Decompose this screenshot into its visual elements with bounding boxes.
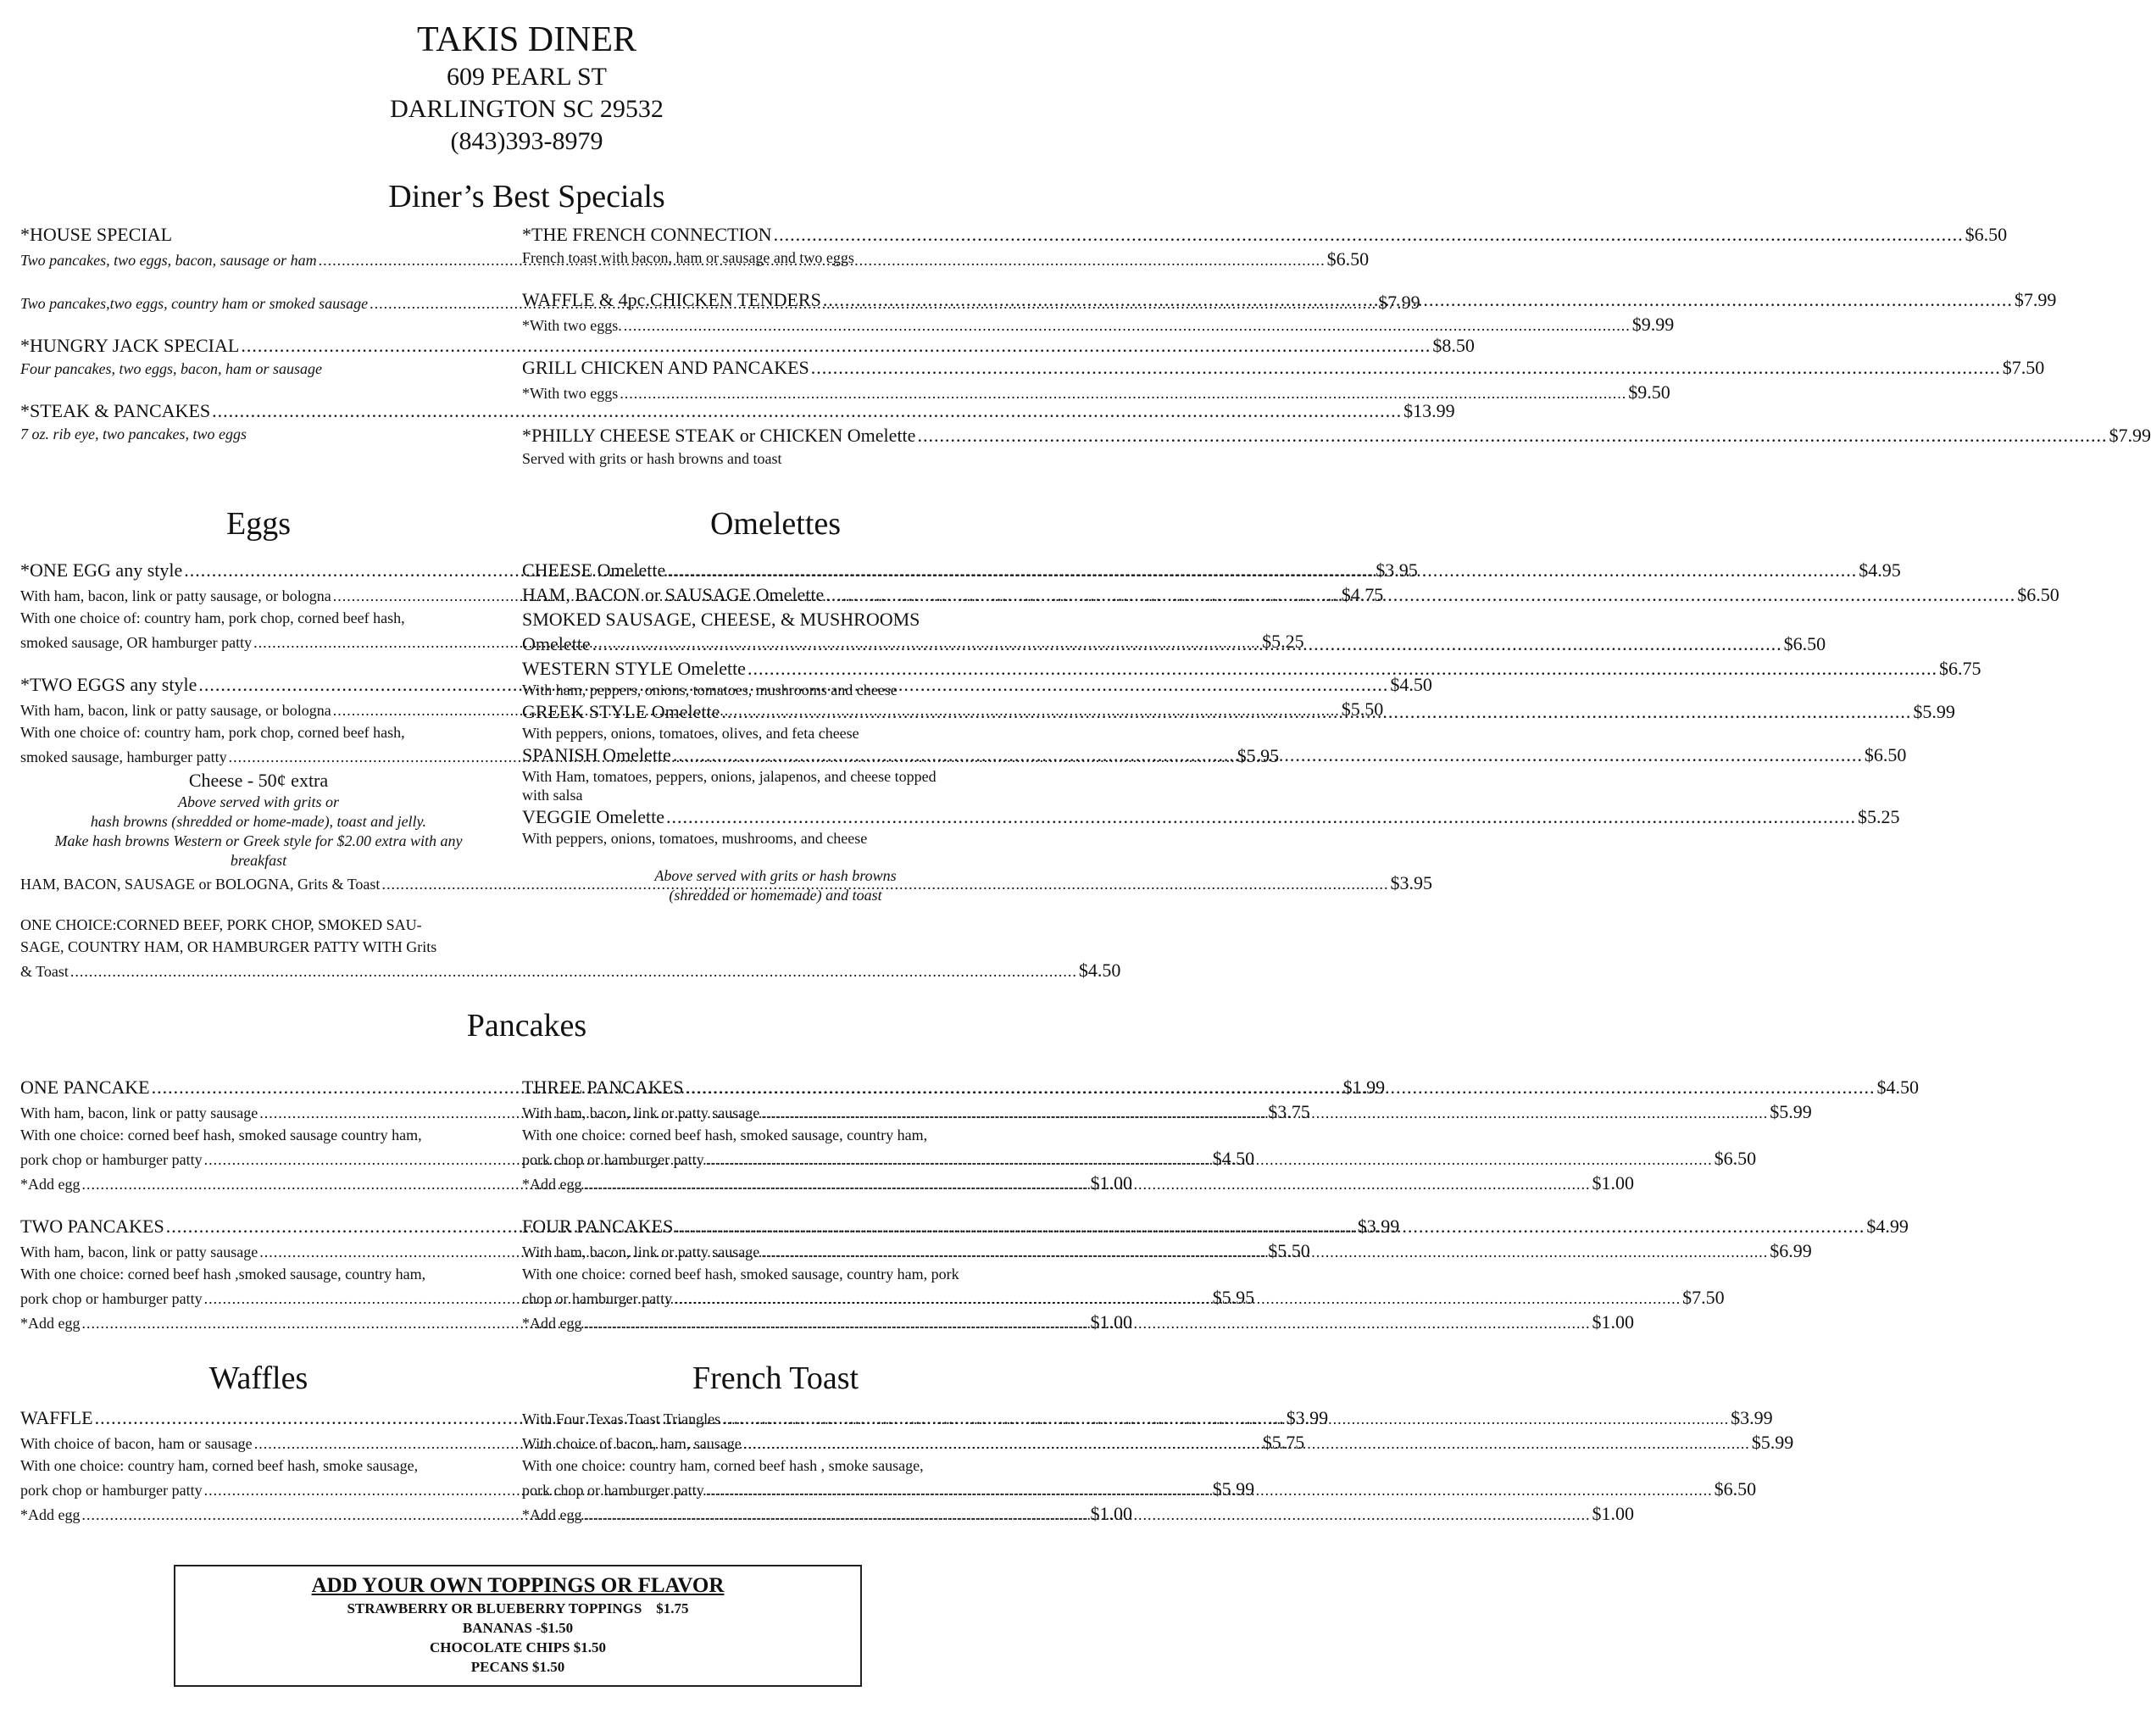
menu-item: HAM, BACON, SAUSAGE or BOLOGNA, Grits & Toast ..... $3.95 xyxy=(20,871,497,895)
eggs-section: *ONE EGG any style ..... $3.95 With ham, bacon, link or patty sausage, or bologna ..... $4.75 With one choice of: country ham, pork chop, corned beef hash, smoked sausage, OR hamburger patty ..... $5.25 *TWO EGGS any style ..... $4.50 With ham, bacon, link or patty sausage, or bologna ..... $5.50 With one choice of: country ham, pork chop, corned beef hash, smoked sausage, hamburger patty ..... $5.95 Cheese - 50¢ extra Above served with grits or hash browns (shredded or home-made), toast and jelly. Make hash browns Western or Greek style for $2.00 extra with any breakfast HAM, BACON, SAUSAGE or BOLOGNA, Grits & Toast ..... $3.95 ONE CHOICE:CORNED BEEF, PORK CHOP, SMOKED SAU- SAGE, COUNTRY HAM, OR HAMBURGER PATTY WITH Grits & Toast ..... $4.50 xyxy=(20,558,497,982)
omelettes-title: Omelettes xyxy=(709,506,842,542)
menu-item: With ham, bacon, link or patty sausage ..... $5.99 xyxy=(522,1099,1029,1124)
menu-item: SPANISH Omelette ..... $6.50 xyxy=(522,743,1029,767)
toppings-box: ADD YOUR OWN TOPPINGS OR FLAVOR STRAWBERRY OR BLUEBERRY TOPPINGS $1.75 BANANAS -$1.50 CHOCOLATE CHIPS $1.50 PECANS $1.50 xyxy=(174,1565,862,1687)
menu-item: With ham, bacon, link or patty sausage, or bologna ..... $4.75 xyxy=(20,582,497,607)
menu-item: WESTERN STYLE Omelette ..... $6.75 xyxy=(522,656,1029,681)
menu-item: TWO PANCAKES ..... $3.99 xyxy=(20,1214,497,1238)
specials-title: Diner’s Best Specials xyxy=(388,179,665,214)
menu-item: FOUR PANCAKES ..... $4.99 xyxy=(522,1214,1029,1238)
menu-item: & Toast ..... $4.50 xyxy=(20,958,497,982)
menu-item: With choice of bacon, ham or sausage ..... $5.75 xyxy=(20,1430,497,1455)
menu-item: *ONE EGG any style ..... $3.95 xyxy=(20,558,497,582)
menu-item: *Add egg ..... $1.00 xyxy=(522,1501,1029,1526)
menu-item: pork chop or hamburger patty ..... $5.99 xyxy=(20,1477,497,1501)
menu-item: *Add egg ..... $1.00 xyxy=(20,1310,497,1334)
menu-item: WAFFLE & 4pc.CHICKEN TENDERS ..... $7.99 xyxy=(522,287,1029,312)
menu-item: *With two eggs ..... $9.50 xyxy=(522,380,1029,404)
menu-item: ONE PANCAKE ..... $1.99 xyxy=(20,1075,497,1099)
menu-item: smoked sausage, hamburger patty ..... $5.95 xyxy=(20,743,497,768)
pancakes-left: ONE PANCAKE ..... $1.99 With ham, bacon, link or patty sausage ..... $3.75 With one choice: corned beef hash, smoked sausage country ham, pork chop or hamburger patty ..... $4.50 *Add egg ..... $1.00 TWO PANCAKES ..... $3.99 With ham, bacon, link or patty sausage ..... $5.50 With one choice: corned beef hash ,smoked sausage, country ham, pork chop or hamburger patty ..... $5.95 *Add egg ..... $1.00 xyxy=(20,1075,497,1334)
restaurant-name: TAKIS DINER xyxy=(416,20,637,59)
menu-item: VEGGIE Omelette ..... $5.25 xyxy=(522,804,1029,829)
menu-item: With ham, bacon, link or patty sausage ..... $6.99 xyxy=(522,1238,1029,1263)
house-special-name: *HOUSE SPECIAL xyxy=(20,224,173,245)
pancakes-right: THREE PANCAKES ..... $4.50 With ham, bacon, link or patty sausage ..... $5.99 With one choice: corned beef hash, smoked sausage, country ham, pork chop or hamburger patty ..... $6.50 *Add egg ..... $1.00 FOUR PANCAKES ..... $4.99 With ham, bacon, link or patty sausage ..... $6.99 With one choice: corned beef hash, smoked sausage, country ham, pork chop or hamburger patty ..... $7.50 *Add egg ..... $1.00 xyxy=(522,1075,1029,1334)
menu-item: THREE PANCAKES ..... $4.50 xyxy=(522,1075,1029,1099)
omelettes-section: CHEESE Omelette ..... $4.95 HAM, BACON or SAUSAGE Omelette ..... $6.50 SMOKED SAUSAGE, CHEESE, & MUSHROOMS Omelette ..... $6.50 WESTERN STYLE Omelette ..... $6.75 With ham, peppers, onions, tomatoes, mushrooms and cheese GREEK STYLE Omelette ..... $5.99 With peppers, onions, tomatoes, olives, and feta cheese SPANISH Omelette ..... $6.50 With Ham, tomatoes, peppers, onions, jalapenos, and cheese topped with salsa VEGGIE Omelette ..... $5.25 With peppers, onions, tomatoes, mushrooms, and cheese Above served with grits or hash browns (shredded or homemade) and toast xyxy=(522,558,1029,905)
waffles-title: Waffles xyxy=(208,1360,308,1396)
menu-item: WAFFLE ..... $3.99 xyxy=(20,1405,497,1430)
menu-item: With ham, bacon, link or patty sausage ..... $5.50 xyxy=(20,1238,497,1263)
menu-item: Omelette ..... $6.50 xyxy=(522,632,1029,656)
menu-item: Two pancakes,two eggs, country ham or smoked sausage ..... $7.99 xyxy=(20,290,497,314)
cheese-extra: Cheese - 50¢ extra xyxy=(188,770,329,791)
specials-right: *THE FRENCH CONNECTION ..... $6.50 French toast with bacon, ham or sausage and two eggs WAFFLE & 4pc.CHICKEN TENDERS ..... $7.99 *With two eggs. ..... $9.99 GRILL CHICKEN AND PANCAKES ..... $7.50 *With two eggs ..... $9.50 *PHILLY CHEESE STEAK or CHICKEN Omelette ..... $7.99 Served with grits or hash browns and toast xyxy=(522,222,1029,470)
specials-left: *HOUSE SPECIAL Two pancakes, two eggs, bacon, sausage or ham ..... $6.50 Two pancakes,two eggs, country ham or smoked sausage ..... $7.99 *HUNGRY JACK SPECIAL ..... $8.50 Four pancakes, two eggs, bacon, ham or sausage *STEAK & PANCAKES ..... $13.99 7 oz. rib eye, two pancakes, two eggs xyxy=(20,222,497,445)
menu-item: smoked sausage, OR hamburger patty ..... $5.25 xyxy=(20,629,497,654)
menu-item: HAM, BACON or SAUSAGE Omelette ..... $6.50 xyxy=(522,582,1029,607)
menu-item: With Four Texas Toast Triangles ..... $3.99 xyxy=(522,1405,1029,1430)
pancakes-title: Pancakes xyxy=(466,1008,587,1043)
restaurant-phone: (843)393-8979 xyxy=(450,127,603,155)
menu-item: With choice of bacon, ham, sausage ..... $5.99 xyxy=(522,1430,1029,1455)
menu-item: *PHILLY CHEESE STEAK or CHICKEN Omelette ..... $7.99 xyxy=(522,423,1029,448)
waffles-section: WAFFLE ..... $3.99 With choice of bacon, ham or sausage ..... $5.75 With one choice: country ham, corned beef hash, smoke sausage, pork chop or hamburger patty ..... $5.99 *Add egg ..... $1.00 xyxy=(20,1405,497,1526)
restaurant-city: DARLINGTON SC 29532 xyxy=(390,95,664,123)
menu-item: pork chop or hamburger patty ..... $6.50 xyxy=(522,1477,1029,1501)
menu-item: pork chop or hamburger patty ..... $5.95 xyxy=(20,1285,497,1310)
menu-item: With ham, bacon, link or patty sausage ..... $3.75 xyxy=(20,1099,497,1124)
french-toast-title: French Toast xyxy=(692,1360,859,1396)
menu-item: pork chop or hamburger patty ..... $4.50 xyxy=(20,1146,497,1171)
menu-header xyxy=(0,19,1053,158)
menu-item: GRILL CHICKEN AND PANCAKES ..... $7.50 xyxy=(522,355,1029,380)
menu-item: With ham, bacon, link or patty sausage, or bologna ..... $5.50 xyxy=(20,697,497,721)
menu-item: *Add egg ..... $1.00 xyxy=(522,1310,1029,1334)
menu-item: pork chop or hamburger patty ..... $6.50 xyxy=(522,1146,1029,1171)
menu-item: GREEK STYLE Omelette ..... $5.99 xyxy=(522,699,1029,724)
restaurant-street: 609 PEARL ST xyxy=(447,63,607,91)
menu-item: *STEAK & PANCAKES ..... $13.99 xyxy=(20,398,497,423)
eggs-title: Eggs xyxy=(226,506,291,542)
menu-item: *Add egg ..... $1.00 xyxy=(20,1171,497,1195)
menu-item: *With two eggs. ..... $9.99 xyxy=(522,312,1029,337)
menu-item: *TWO EGGS any style ..... $4.50 xyxy=(20,672,497,697)
menu-item: Two pancakes, two eggs, bacon, sausage or ham ..... $6.50 xyxy=(20,247,497,271)
menu-item: *Add egg ..... $1.00 xyxy=(20,1501,497,1526)
french-toast-section: With Four Texas Toast Triangles ..... $3.99 With choice of bacon, ham, sausage ..... $5.99 With one choice: country ham, corned beef hash , smoke sausage, pork chop or hamburger patty ..... $6.50 *Add egg ..... $1.00 xyxy=(522,1405,1029,1526)
menu-item: *Add egg ..... $1.00 xyxy=(522,1171,1029,1195)
menu-item: chop or hamburger patty ..... $7.50 xyxy=(522,1285,1029,1310)
menu-item: *HUNGRY JACK SPECIAL ..... $8.50 xyxy=(20,333,497,358)
menu-item: CHEESE Omelette ..... $4.95 xyxy=(522,558,1029,582)
menu-item: *THE FRENCH CONNECTION ..... $6.50 xyxy=(522,222,1029,247)
toppings-title: ADD YOUR OWN TOPPINGS OR FLAVOR xyxy=(311,1574,725,1597)
